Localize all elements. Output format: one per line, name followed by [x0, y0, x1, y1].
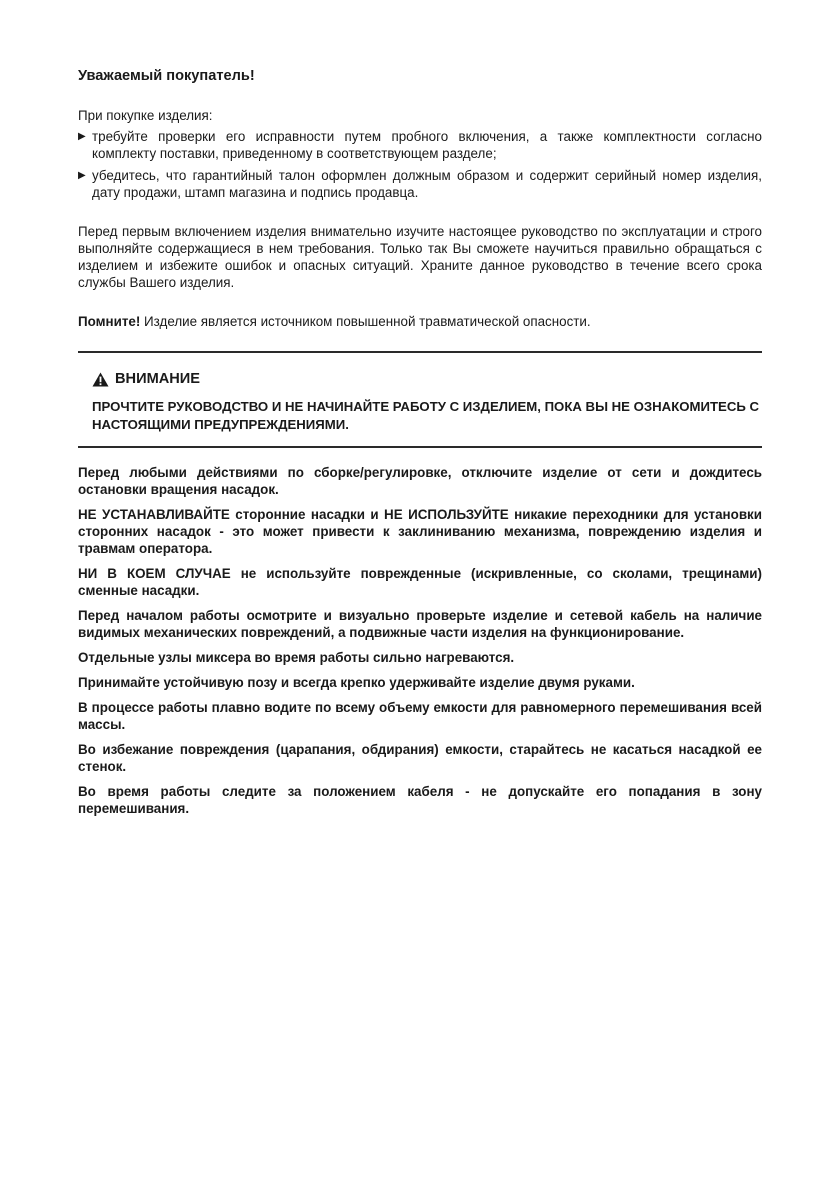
list-item — [78, 167, 762, 201]
instructions-paragraph: Перед первым включением изделия внимательно изучите настоящее руководство по эксплуатации и строго выполняйте содержащиеся в нем требования. Только так Вы сможете научиться правильно обращаться с изделием и избежите ошибок и опасных ситуаций. Храните данное руководство в течение всего срока службы Вашего изделия. — [78, 224, 762, 290]
bullet-arrow-icon: ▶ — [78, 131, 86, 142]
purchase-checklist — [78, 128, 762, 201]
remember-note — [78, 313, 762, 330]
manual-page — [78, 66, 762, 825]
safety-rule: НЕ УСТАНАВЛИВАЙТЕ сторонние насадки и НЕ ИСПОЛЬЗУЙТЕ никакие переходники для установки сторонних насадок - это может привести к заклиниванию механизма, повреждению изделия и травмам оператора. — [78, 507, 762, 556]
warning-title: ВНИМАНИЕ — [115, 371, 201, 387]
safety-rule: Перед любыми действиями по сборке/регулировке, отключите изделие от сети и дождитесь остановки вращения насадок. — [78, 465, 762, 497]
safety-rule: В процессе работы плавно водите по всему объему емкости для равномерного перемешивания всей массы. — [78, 700, 762, 732]
remember-label: Помните! — [78, 314, 141, 329]
safety-rule: НИ В КОЕМ СЛУЧАЕ не используйте поврежденные (искривленные, со сколами, трещинами) сменные насадки. — [78, 566, 762, 598]
safety-rule: Во время работы следите за положением кабеля - не допускайте его попадания в зону перемешивания. — [78, 784, 762, 816]
safety-rule: Во избежание повреждения (царапания, обдирания) емкости, старайтесь не касаться насадкой ее стенок. — [78, 742, 762, 774]
list-item-text: убедитесь, что гарантийный талон оформлен должным образом и содержит серийный номер изделия, дату продажи, штамп магазина и подпись продавца. — [92, 168, 762, 200]
greeting-heading: Уважаемый покупатель! — [78, 68, 255, 84]
safety-rule: Отдельные узлы миксера во время работы сильно нагреваются. — [78, 650, 515, 665]
warning-title-row — [92, 369, 762, 389]
warning-triangle-icon — [92, 372, 109, 387]
safety-rule: Перед началом работы осмотрите и визуально проверьте изделие и сетевой кабель на наличие видимых механических повреждений, а подвижные части изделия на функционирование. — [78, 608, 762, 640]
warning-box — [78, 351, 762, 448]
bullet-arrow-icon: ▶ — [78, 170, 86, 181]
remember-text: Изделие является источником повышенной травматической опасности. — [140, 314, 591, 329]
warning-text: ПРОЧТИТЕ РУКОВОДСТВО И НЕ НАЧИНАЙТЕ РАБОТУ С ИЗДЕЛИЕМ, ПОКА ВЫ НЕ ОЗНАКОМИТЕСЬ С НАСТОЯЩИМИ ПРЕДУПРЕЖДЕНИЯМИ. — [92, 399, 760, 432]
intro-text: При покупке изделия: — [78, 108, 213, 123]
list-item-text: требуйте проверки его исправности путем пробного включения, а также комплектности согласно комплекту поставки, приведенному в соответствующем разделе; — [92, 129, 762, 161]
safety-rule: Принимайте устойчивую позу и всегда крепко удерживайте изделие двумя руками. — [78, 675, 635, 690]
list-item — [78, 128, 762, 162]
